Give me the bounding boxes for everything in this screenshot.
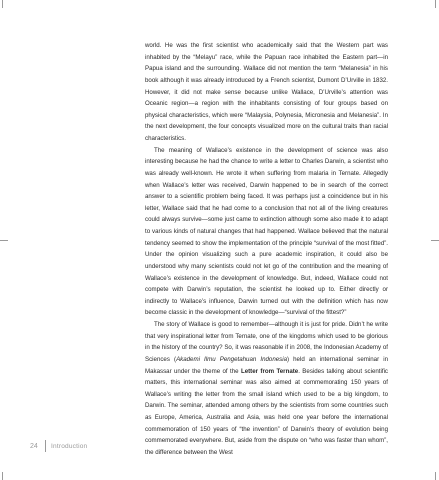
- section-title: Introduction: [51, 442, 88, 450]
- paragraph-3-text-c: . Besides talking about scientific matters, this international seminar was also aimed at commemorating 150 years of Wallace’s writing the letter from the small island which used to be a big kingdom, to Darwin. The seminar, attended among others by the scientists from some countries such as Europe, America, Australia and Asia, was held one year before the international commemoration of 150 years of “the invention” of Darwin’s theory of evolution being commemorated everywhere. But, aside from the dispute on “who was faster than whom”, the difference between the West: [145, 367, 389, 456]
- crop-mark-top-left: [2, 0, 3, 8]
- paragraph-3-text-b: ) held an international seminar in Makassar under the theme of the: [145, 355, 389, 375]
- crop-mark-bottom-left: [2, 472, 3, 480]
- paragraph-3-text-a: The story of Wallace is good to remember—although it is just for pride. Didn’t he write that very inspirational letter from Ternate, one of the kingdoms which used to be glorious in the history of the country? So, it was reasonable if in 2008, the Indonesian Academy of Sciences (: [145, 321, 388, 363]
- page-number: 24: [30, 442, 38, 450]
- crop-mark-bottom-right: [435, 472, 436, 480]
- crop-mark-mid-left: [0, 240, 8, 241]
- paragraph-2: The meaning of Wallace’s existence in the development of science was also interesting because he had the chance to write a letter to Charles Darwin, a scientist who was already well-known. He wrote it when suffering from malaria in Ternate. Allegedly when Wallace’s letter was received, Darwin happened to be in search of the correct answer to a scientific problem being faced. It was perhaps just a coincidence but in his letter, Wallace said that he had come to a conclusion that not all of the living creatures could always survive—some just came to extinction although some also made it to adapt to various kinds of natural changes that had happened. Wallace believed that the natural tendency seemed to show the implementation of the principle “survival of the most fitted”. Under the opinion visualizing such a pure academic inspiration, it could also be understood why many scientists could not let go of the contribution and the meaning of Wallace’s existence in the development of knowledge. But, indeed, Wallace could not compete with Darwin’s reputation, the scientist he looked up to. Either directly or indirectly to Wallace’s influence, Darwin turned out with the definition which has now become classic in the development of knowledge—“survival of the fittest?”: [145, 146, 388, 317]
- seminar-theme-bold: Letter from Ternate: [240, 367, 299, 375]
- page-footer: [30, 439, 87, 453]
- crop-mark-mid-right: [431, 240, 439, 241]
- paragraph-1: world. He was the first scientist who academically said that the Western part was inhabited by the “Melayu” race, while the Papuan race inhabited the Eastern part—in Papua island and the surrounding. Wallace did not mention the term “Melanesia” in his book although it was already introduced by a French scientist, Dumont D’Urville in 1832. However, it did not make sense because unlike Wallace, D’Urville’s attention was Oceanic region—a region with the inhabitants consisting of four groups based on physical characteristics, which were “Malaysia, Polynesia, Micronesia and Melanesia”. In the next development, the four concepts visualized more on the cultural traits than racial characteristics.: [145, 42, 388, 142]
- paragraph-3: [145, 319, 388, 459]
- academy-name-italic: Akademi Ilmu Pengetahuan Indonesia: [176, 355, 287, 363]
- footer-divider: [45, 440, 46, 452]
- body-text: [145, 40, 388, 459]
- crop-mark-top-right: [435, 0, 436, 8]
